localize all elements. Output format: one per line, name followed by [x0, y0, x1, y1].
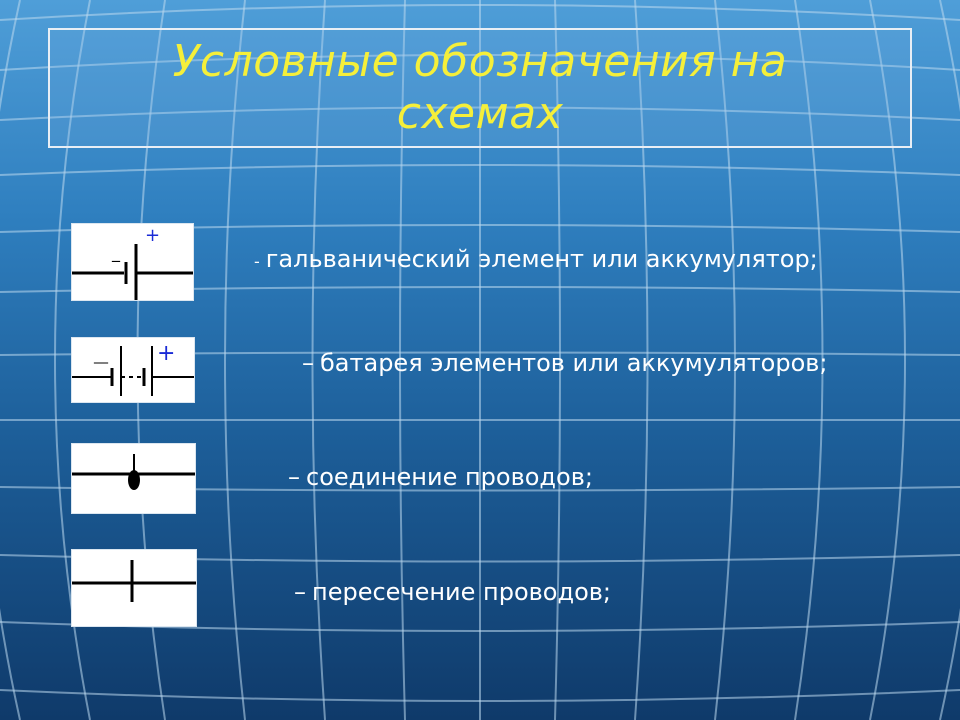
title-box: [48, 28, 912, 148]
wire-junction-symbol: [71, 443, 196, 514]
cell-minus-sign: _: [112, 243, 120, 262]
title-line-2: схемах: [396, 88, 564, 139]
battery-plus-sign: +: [157, 341, 176, 366]
battery-symbol: [71, 337, 195, 403]
title-line-1: Условные обозначения на: [172, 36, 788, 87]
legend-label: пересечение проводов;: [312, 578, 611, 606]
legend-item-cell: [254, 245, 818, 273]
legend-label: гальванический элемент или аккумулятор;: [265, 245, 818, 273]
battery-minus-sign: __: [94, 348, 108, 364]
page-title: [50, 36, 910, 140]
legend-dash: -: [254, 252, 260, 271]
legend-dash: –: [288, 463, 300, 491]
cell-plus-sign: +: [145, 225, 161, 246]
legend-item-junction: [288, 463, 593, 491]
junction-dot: [128, 470, 140, 490]
wire-crossing-symbol: [71, 549, 197, 627]
legend-dash: –: [302, 349, 314, 377]
legend-label: соединение проводов;: [306, 463, 593, 491]
legend-item-battery: [302, 349, 828, 377]
legend-dash: –: [294, 578, 306, 606]
legend-label: батарея элементов или аккумуляторов;: [320, 349, 828, 377]
cell-symbol: [71, 223, 194, 301]
legend-item-crossing: [294, 578, 611, 606]
